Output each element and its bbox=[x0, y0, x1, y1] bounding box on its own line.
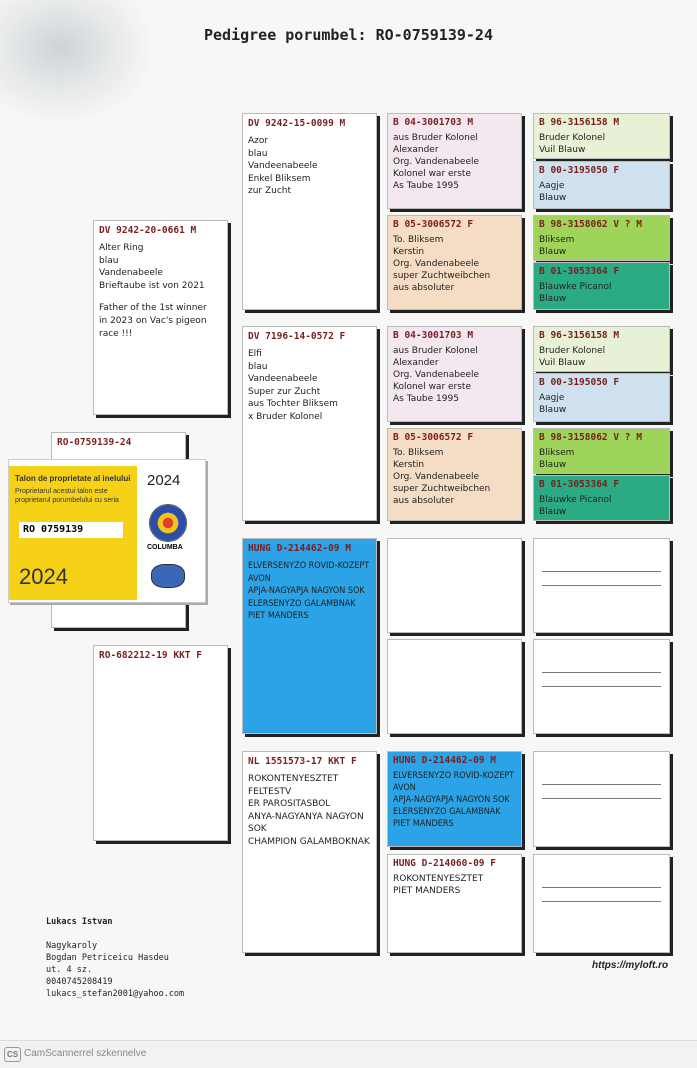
camscanner-icon: CS bbox=[4, 1047, 21, 1062]
owner-info bbox=[46, 904, 184, 1012]
g4-ring: B 01-3053364 F bbox=[539, 266, 620, 277]
sire-dam-card bbox=[242, 326, 377, 521]
dam-card bbox=[93, 645, 228, 841]
divider bbox=[542, 887, 661, 888]
dam-dam-ring: NL 1551573-17 KKT F bbox=[248, 756, 357, 767]
owner-address: Nagykaroly Bogdan Petriceicu Hasdeu ut. 4 sz. 0040745208419 lukacs_stefan2001@yahoo.com bbox=[46, 941, 185, 999]
dam-dam-card bbox=[242, 751, 377, 953]
g4-card bbox=[533, 262, 670, 310]
tag-subtitle: Proprietarul acestui talon este proprietarul porumbelului cu seria bbox=[15, 488, 119, 504]
g4-empty-card bbox=[533, 538, 670, 633]
tag-year-badge: 2024 bbox=[147, 472, 181, 489]
dam-dam-info: ROKONTENYESZTET FELTESTV ER PAROSITASBOL ANYA-NAGYANYA NAGYON SOK CHAMPION GALAMBOKNAK bbox=[248, 774, 370, 847]
g4-empty-card bbox=[533, 854, 670, 953]
dam-sire-card bbox=[242, 538, 377, 734]
g4-card bbox=[533, 215, 670, 261]
g4-card bbox=[533, 326, 670, 372]
g4-info: Aagje Blauw bbox=[539, 393, 567, 415]
g4-card bbox=[533, 475, 670, 521]
g3-sss-ring: B 04-3001703 M bbox=[393, 117, 474, 128]
g3-sds-card bbox=[387, 326, 522, 422]
scan-shadow bbox=[0, 0, 150, 120]
g4-card bbox=[533, 428, 670, 474]
logo-text: COLUMBA bbox=[147, 544, 183, 551]
g4-info: Aagje Blauw bbox=[539, 181, 567, 203]
subject-ring: RO-0759139-24 bbox=[57, 437, 132, 448]
g4-info: Blauwke Picanol Blauw bbox=[539, 495, 612, 517]
g3-sdd-ring: B 05-3006572 F bbox=[393, 432, 474, 443]
federation-logo-icon bbox=[151, 564, 185, 588]
sire-info: Alter Ring blau Vandenabeele Brieftaube ist von 2021 bbox=[99, 243, 205, 291]
g4-card bbox=[533, 161, 670, 209]
g4-ring: B 98-3158062 V ? M bbox=[539, 432, 642, 443]
g3-empty-card-2 bbox=[387, 639, 522, 734]
g3-ddd-card bbox=[387, 854, 522, 953]
sire-dam-info: Elfi blau Vandeenabeele Super zur Zucht aus Tochter Bliksem x Bruder Kolonel bbox=[248, 349, 338, 422]
divider bbox=[542, 571, 661, 572]
dam-ring: RO-682212-19 KKT F bbox=[99, 650, 202, 661]
scanner-footer-text: CamScannerrel szkennelve bbox=[24, 1048, 147, 1059]
tag-title: Talon de proprietate al inelului bbox=[15, 474, 131, 483]
tag-year: 2024 bbox=[19, 564, 68, 589]
g3-sdd-card bbox=[387, 428, 522, 521]
g4-card bbox=[533, 373, 670, 422]
g4-info: Bliksem Blauw bbox=[539, 448, 575, 470]
g4-info: Bliksem Blauw bbox=[539, 235, 575, 257]
g3-dds-card bbox=[387, 751, 522, 847]
site-url: https://myloft.ro bbox=[592, 960, 669, 971]
divider bbox=[542, 585, 661, 586]
dam-sire-info: ELVERSENYZO ROVID-KOZEPT AVON APJA-NAGYAPJA NAGYON SOK ELERSENYZO GALAMBNAK PIET MANDERS bbox=[248, 561, 370, 621]
sire-card bbox=[93, 220, 228, 415]
g3-sss-info: aus Bruder Kolonel Alexander Org. Vandenabeele Kolonel war erste As Taube 1995 bbox=[393, 133, 480, 191]
g4-info: Bruder Kolonel Vuil Blauw bbox=[539, 346, 606, 368]
g3-dds-ring: HUNG D-214462-09 M bbox=[393, 755, 496, 766]
owner-name: Lukacs Istvan bbox=[46, 917, 113, 927]
divider bbox=[542, 686, 661, 687]
g4-ring: B 98-3158062 V ? M bbox=[539, 219, 642, 230]
g3-ssd-card bbox=[387, 215, 522, 310]
g3-dds-info: ELVERSENYZO ROVID-KOZEPT AVON APJA-NAGYAPJA NAGYON SOK ELERSENYZO GALAMBNAK PIET MANDERS bbox=[393, 771, 515, 829]
g3-sds-ring: B 04-3001703 M bbox=[393, 330, 474, 341]
columba-logo-icon bbox=[149, 504, 187, 542]
g4-card bbox=[533, 113, 670, 159]
g3-sds-info: aus Bruder Kolonel Alexander Org. Vandenabeele Kolonel war erste As Taube 1995 bbox=[393, 346, 480, 404]
g4-info: Bruder Kolonel Vuil Blauw bbox=[539, 133, 606, 155]
g4-empty-card bbox=[533, 639, 670, 734]
sire-note: Father of the 1st winner in 2023 on Vac's pigeon race !!! bbox=[99, 303, 207, 339]
g3-ddd-info: ROKONTENYESZTET PIET MANDERS bbox=[393, 874, 484, 896]
ring-ownership-tag bbox=[8, 459, 206, 603]
sire-sire-ring: DV 9242-15-0099 M bbox=[248, 118, 346, 129]
g4-ring: B 96-3156158 M bbox=[539, 117, 620, 128]
sire-dam-ring: DV 7196-14-0572 F bbox=[248, 331, 346, 342]
page-title: Pedigree porumbel: RO-0759139-24 bbox=[204, 26, 493, 44]
g3-empty-card-1 bbox=[387, 538, 522, 633]
dam-sire-ring: HUNG D-214462-09 M bbox=[248, 543, 351, 554]
g4-ring: B 01-3053364 F bbox=[539, 479, 620, 490]
tag-ring-number: RO 0759139 bbox=[19, 522, 123, 538]
g4-ring: B 00-3195050 F bbox=[539, 377, 620, 388]
g4-ring: B 96-3156158 M bbox=[539, 330, 620, 341]
g4-info: Blauwke Picanol Blauw bbox=[539, 282, 612, 304]
g3-ssd-ring: B 05-3006572 F bbox=[393, 219, 474, 230]
divider bbox=[542, 672, 661, 673]
g4-ring: B 00-3195050 F bbox=[539, 165, 620, 176]
g3-sss-card bbox=[387, 113, 522, 209]
g3-ssd-info: To. Bliksem Kerstin Org. Vandenabeele super Zuchtweibchen aus absoluter bbox=[393, 235, 491, 293]
g3-ddd-ring: HUNG D-214060-09 F bbox=[393, 858, 496, 869]
divider bbox=[542, 784, 661, 785]
divider bbox=[542, 798, 661, 799]
divider bbox=[542, 901, 661, 902]
g3-sdd-info: To. Bliksem Kerstin Org. Vandenabeele super Zuchtweibchen aus absoluter bbox=[393, 448, 491, 506]
scanner-footer bbox=[0, 1040, 697, 1068]
g4-empty-card bbox=[533, 751, 670, 847]
sire-ring: DV 9242-20-0661 M bbox=[99, 225, 197, 236]
sire-sire-card bbox=[242, 113, 377, 310]
sire-sire-info: Azor blau Vandeenabeele Enkel Bliksem zur Zucht bbox=[248, 136, 318, 196]
